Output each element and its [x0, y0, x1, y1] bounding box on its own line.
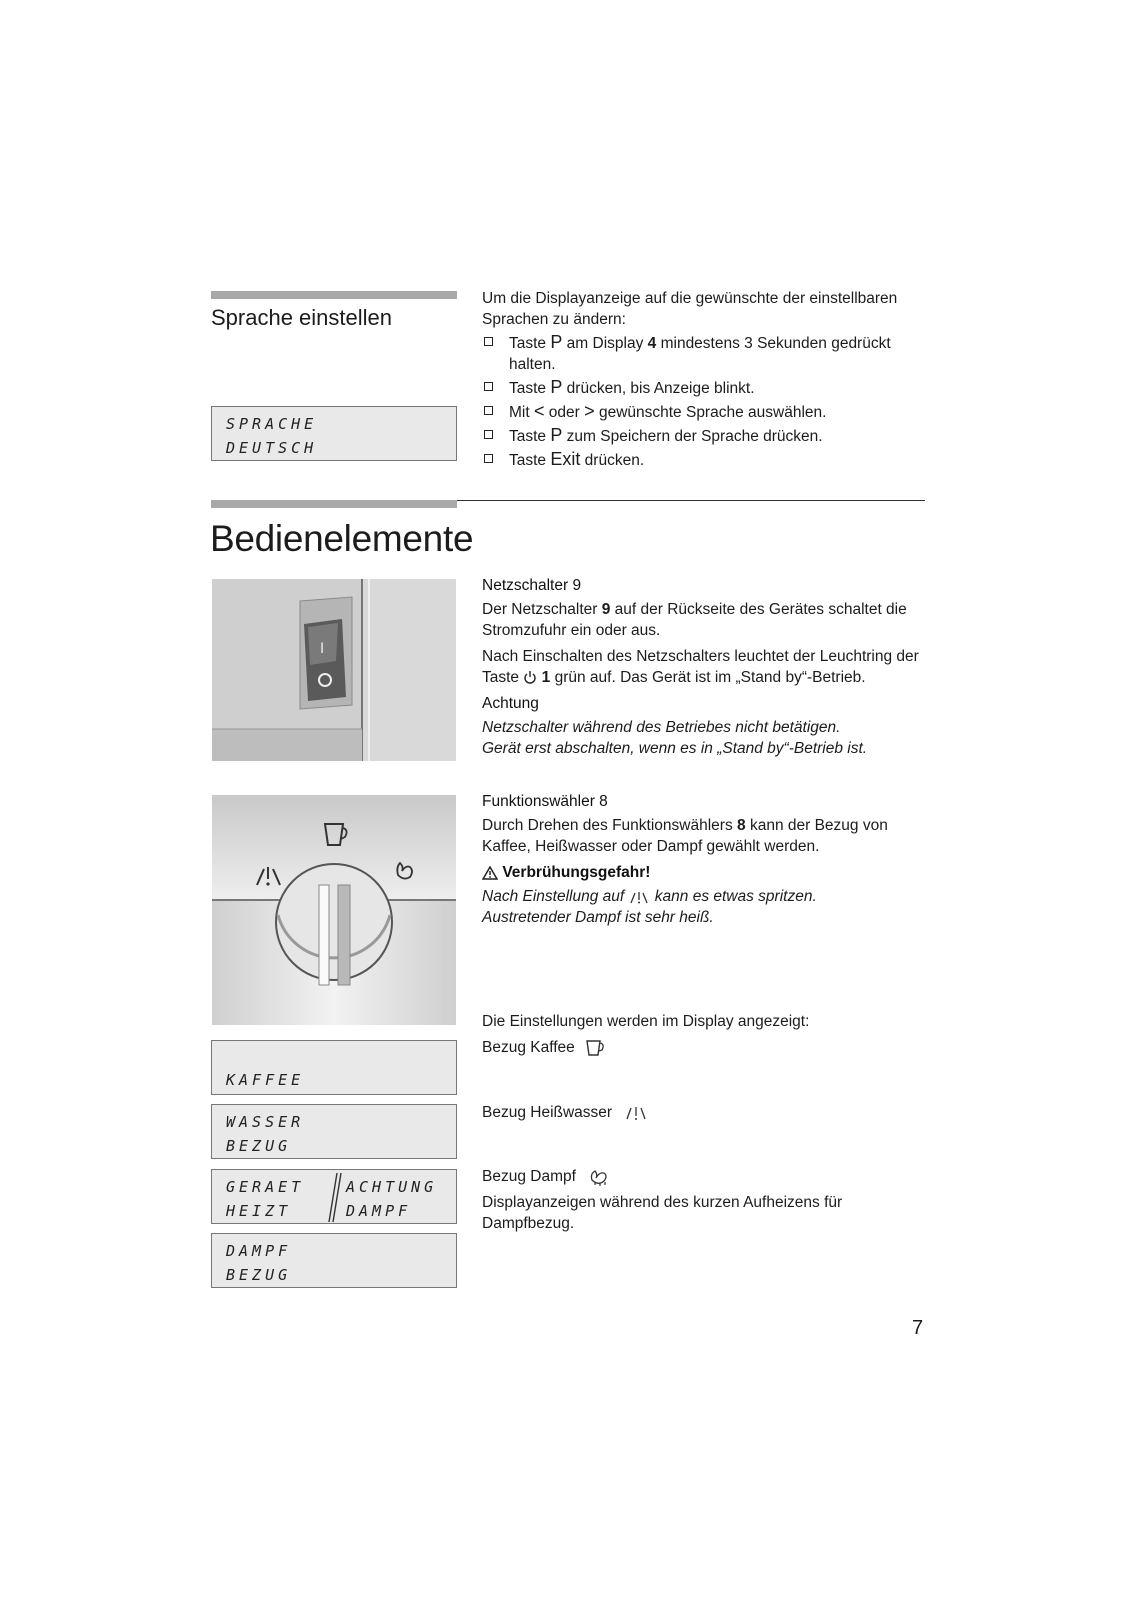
lcd-line: SPRACHE — [226, 415, 318, 433]
step-item: Taste P am Display 4 mindestens 3 Sekunden gedrückt halten. — [482, 332, 932, 375]
step-item: Taste P drücken, bis Anzeige blinkt. — [482, 377, 932, 399]
steam-icon — [588, 1168, 612, 1186]
checkbox-icon — [484, 430, 493, 439]
power-icon — [523, 670, 537, 685]
netzschalter-p2: Nach Einschalten des Netzschalters leuchtet der Leuchtring der Taste 1 grün auf. Das Gerät ist im „Stand by“-Betrieb. — [482, 648, 919, 686]
hot-water-icon — [628, 890, 650, 904]
lcd-line: HEIZT — [226, 1202, 292, 1220]
lcd-line: KAFFEE — [226, 1071, 305, 1089]
step-item: Taste Exit drücken. — [482, 449, 932, 471]
lcd-line: DAMPF — [346, 1202, 412, 1220]
lcd-line: ACHTUNG — [346, 1178, 438, 1196]
section-heading-sprache: Sprache einstellen — [211, 305, 393, 330]
section-rule — [457, 500, 925, 501]
danger-line: Austretender Dampf ist sehr heiß. — [482, 909, 714, 926]
page-number: 7 — [912, 1317, 924, 1339]
page-title: Bedienelemente — [210, 518, 474, 559]
power-switch-photo — [212, 579, 456, 761]
netzschalter-p1: Der Netzschalter 9 auf der Rückseite des Gerätes schaltet die Stromzufuhr ein oder aus. — [482, 601, 907, 639]
netzschalter-text — [482, 575, 932, 759]
achtung-title: Achtung — [482, 695, 539, 712]
netzschalter-title: Netzschalter 9 — [482, 577, 582, 594]
achtung-line: Netzschalter während des Betriebes nicht betätigen. — [482, 719, 841, 736]
funktionswaehler-p1: Durch Drehen des Funktionswählers 8 kann der Bezug von Kaffee, Heißwasser oder Dampf gewählt werden. — [482, 817, 888, 855]
lcd-line: DEUTSCH — [226, 439, 318, 457]
power-switch-illustration — [212, 579, 456, 761]
sprache-instructions — [482, 288, 932, 473]
danger-line: Nach Einstellung auf kann es etwas spritzen. — [482, 888, 817, 905]
display-intro: Die Einstellungen werden im Display angezeigt: — [482, 1013, 810, 1030]
lcd-line: BEZUG — [226, 1137, 292, 1155]
lcd-line: BEZUG — [226, 1266, 292, 1284]
cup-icon — [585, 1039, 607, 1057]
step-item: Mit < oder > gewünschte Sprache auswählen. — [482, 401, 932, 423]
steps-list — [482, 332, 932, 471]
lcd-line: GERAET — [226, 1178, 305, 1196]
checkbox-icon — [484, 337, 493, 346]
section-bar — [211, 291, 457, 299]
bezug-kaffee-label: Bezug Kaffee — [482, 1037, 607, 1058]
key-p: P — [550, 425, 563, 445]
funktionswaehler-text — [482, 791, 932, 928]
checkbox-icon — [484, 382, 493, 391]
key-p: P — [550, 377, 563, 397]
alternating-display-separator — [320, 1170, 344, 1225]
hot-water-icon — [624, 1105, 648, 1121]
warning-triangle-icon — [482, 866, 498, 880]
checkbox-icon — [484, 406, 493, 415]
lcd-heating — [211, 1169, 457, 1224]
heat-note: Displayanzeigen während des kurzen Aufheizens für Dampfbezug. — [482, 1194, 843, 1232]
bezug-dampf-label: Bezug Dampf — [482, 1166, 612, 1187]
function-selector-photo — [212, 795, 456, 1025]
key-p: P — [550, 332, 563, 352]
funktionswaehler-title: Funktionswähler 8 — [482, 793, 608, 810]
key-right: > — [584, 401, 595, 421]
danger-title: Verbrühungsgefahr! — [482, 862, 932, 883]
bezug-wasser-label: Bezug Heißwasser — [482, 1102, 648, 1123]
checkbox-icon — [484, 454, 493, 463]
lcd-wasser — [211, 1104, 457, 1159]
lcd-line: WASSER — [226, 1113, 305, 1131]
achtung-line: Gerät erst abschalten, wenn es in „Stand by“-Betrieb ist. — [482, 740, 868, 757]
lcd-line: DAMPF — [226, 1242, 292, 1260]
key-exit: Exit — [550, 449, 581, 469]
lcd-dampf — [211, 1233, 457, 1288]
function-selector-illustration — [212, 795, 456, 1025]
key-left: < — [533, 401, 545, 421]
section-bar — [211, 500, 457, 508]
lcd-sprache — [211, 406, 457, 461]
intro-text: Um die Displayanzeige auf die gewünschte der einstellbaren Sprachen zu ändern: — [482, 290, 898, 328]
svg-text:I: I — [320, 641, 325, 657]
lcd-kaffee — [211, 1040, 457, 1095]
step-item: Taste P zum Speichern der Sprache drücken. — [482, 425, 932, 447]
